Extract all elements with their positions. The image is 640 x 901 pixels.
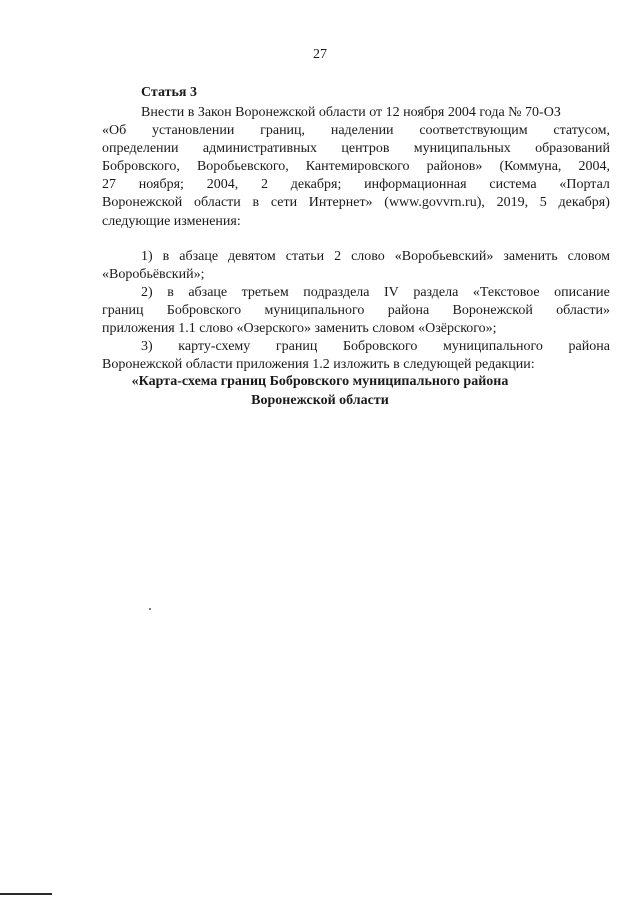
scan-speck <box>149 608 151 610</box>
article-intro-paragraph <box>102 104 610 231</box>
scan-edge-mark <box>0 893 52 895</box>
amendment-item-3 <box>102 338 610 374</box>
amendment-item-1 <box>102 248 610 284</box>
amendment-line-justified: границ Бобровского муниципального района Воронежской области» <box>102 303 610 319</box>
intro-line: Внести в Закон Воронежской области от 12 ноября 2004 года № 70-ОЗ <box>141 105 561 120</box>
map-scheme-title <box>0 372 640 410</box>
amendment-line-justified: 2) в абзаце третьем подраздела IV раздела «Текстовое описание <box>141 285 610 300</box>
intro-line-justified: Воронежской области в сети Интернет» (www.govvrn.ru), 2019, 5 декабря) <box>102 195 610 211</box>
intro-line-justified: 27 ноября; 2004, 2 декабря; информационная система «Портал <box>102 177 610 193</box>
amendment-item-2 <box>102 284 610 338</box>
amendment-line: «Воробьёвский»; <box>102 267 205 283</box>
intro-line-justified: определении административных центров муниципальных образований <box>102 141 610 157</box>
intro-line-justified: Бобровского, Воробьевского, Кантемировского районов» (Коммуна, 2004, <box>102 159 610 175</box>
amendment-line: Воронежской области приложения 1.2 изложить в следующей редакции: <box>102 357 535 373</box>
intro-line: следующие изменения: <box>102 213 241 229</box>
map-title-line: «Карта-схема границ Бобровского муниципального района <box>131 374 509 389</box>
map-title-line: Воронежской области <box>251 393 389 408</box>
amendment-line: приложения 1.1 слово «Озерского» заменить словом «Озёрского»; <box>102 321 497 337</box>
amendment-line-justified: 1) в абзаце девятом статьи 2 слово «Воробьевский» заменить словом <box>141 249 610 264</box>
amendment-line-justified: 3) карту-схему границ Бобровского муниципального района <box>141 339 610 354</box>
intro-line-justified: «Об установлении границ, наделении соответствующим статусом, <box>102 123 610 139</box>
page-number: 27 <box>313 47 327 62</box>
article-heading: Статья 3 <box>141 85 197 100</box>
